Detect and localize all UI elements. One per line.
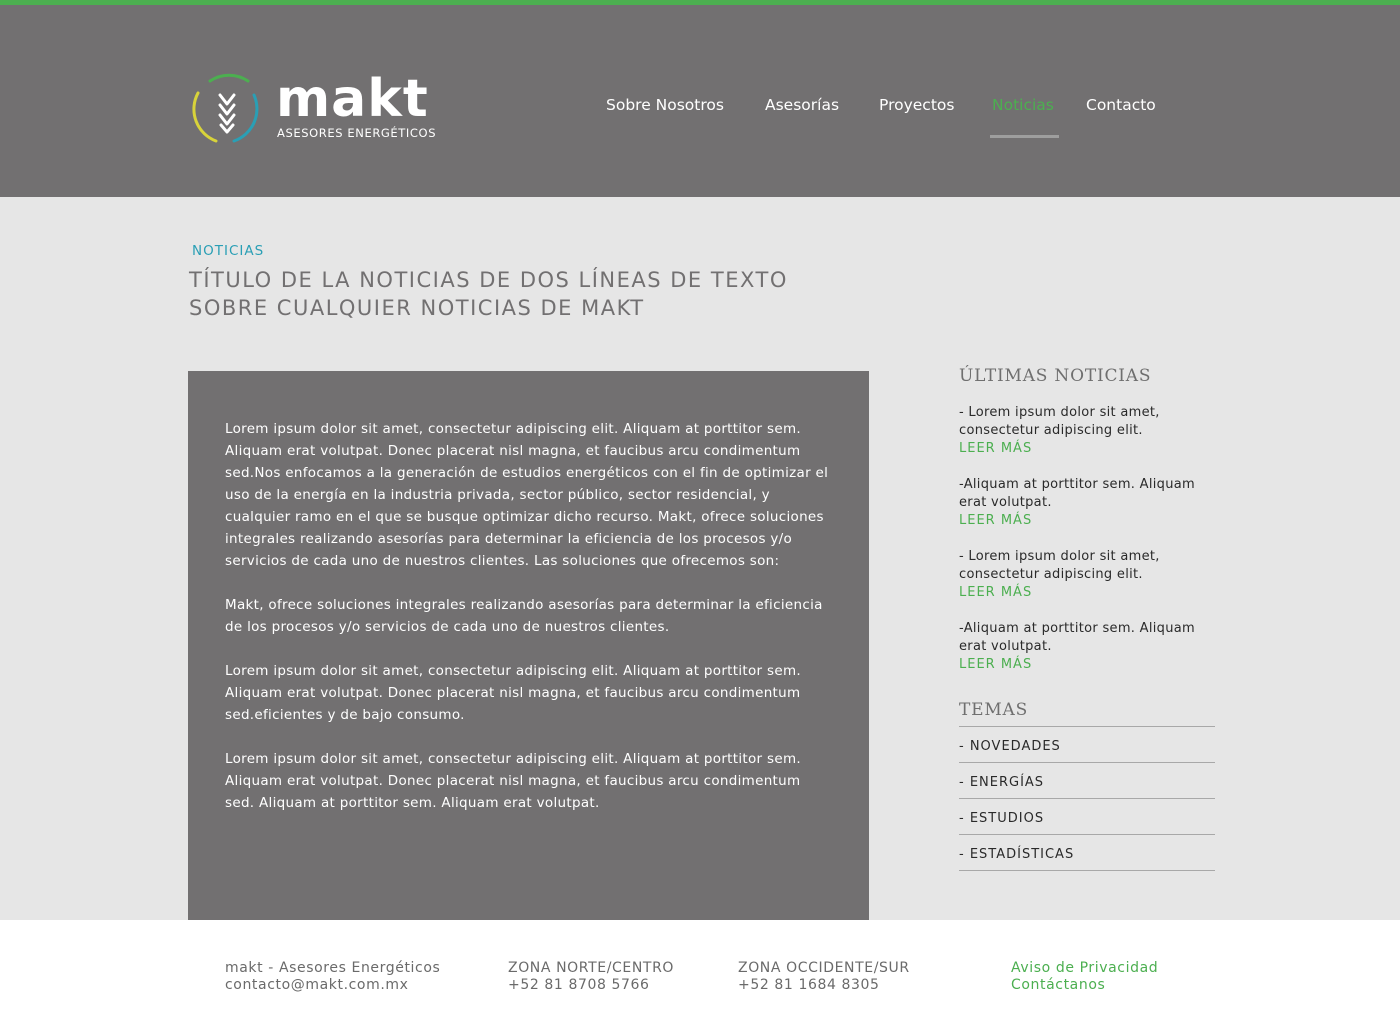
nav-active-indicator <box>990 135 1059 138</box>
topic-link-energias[interactable]: - ENERGÍAS <box>959 763 1215 799</box>
news-item-text: -Aliquam at porttitor sem. Aliquam erat volutpat. <box>959 477 1195 510</box>
list-item <box>959 548 1215 602</box>
footer-company <box>225 960 440 994</box>
privacy-link[interactable]: Aviso de Privacidad <box>1011 960 1159 976</box>
news-item-text: -Aliquam at porttitor sem. Aliquam erat volutpat. <box>959 621 1195 654</box>
topics-list <box>959 726 1215 871</box>
list-item <box>959 620 1215 674</box>
page-title-line: TÍTULO DE LA NOTICIAS DE DOS LÍNEAS DE TEXTO <box>189 268 788 292</box>
footer-zone-west <box>738 960 910 994</box>
nav-item-sobre-nosotros[interactable]: Sobre Nosotros <box>606 96 724 114</box>
footer-company-name: makt - Asesores Energéticos <box>225 960 441 976</box>
nav-item-asesorias[interactable]: Asesorías <box>765 96 840 114</box>
article-paragraph: Lorem ipsum dolor sit amet, consectetur adipiscing elit. Aliquam at porttitor sem. Aliquam erat volutpat. Donec placerat nisl magna, et faucibus arcu condimentum sed.Nos enfocamos a la generación de estudios energéticos con el fin de optimizar el uso de la energía en la industria privada, sector público, sector residencial, y cualquier ramo en el que se busque optimizar dicho recurso. Makt, ofrece soluciones integrales realizando asesorías para determinar la eficiencia de los procesos y/o servicios de cada uno de nuestros clientes. Las soluciones que ofrecemos son: <box>225 421 829 569</box>
site-footer <box>0 920 1400 1025</box>
latest-news-list <box>959 404 1215 674</box>
list-item <box>959 404 1215 458</box>
news-item-text: - Lorem ipsum dolor sit amet, consectetur adipiscing elit. <box>959 405 1160 438</box>
nav-item-contacto[interactable]: Contacto <box>1086 96 1156 114</box>
logo-wordmark: makt <box>276 69 429 129</box>
list-item <box>959 476 1215 530</box>
section-kicker: NOTICIAS <box>192 243 265 259</box>
news-item-text: - Lorem ipsum dolor sit amet, consectetur adipiscing elit. <box>959 549 1160 582</box>
logo-tagline: ASESORES ENERGÉTICOS <box>277 126 437 140</box>
page-title <box>189 266 889 322</box>
article-paragraph: Lorem ipsum dolor sit amet, consectetur adipiscing elit. Aliquam at porttitor sem. Aliquam erat volutpat. Donec placerat nisl magna, et faucibus arcu condimentum sed.eficientes y de bajo consumo. <box>225 663 801 723</box>
footer-links <box>1011 960 1158 994</box>
read-more-link[interactable]: LEER MÁS <box>959 657 1033 672</box>
article-paragraph: Lorem ipsum dolor sit amet, consectetur adipiscing elit. Aliquam at porttitor sem. Aliquam erat volutpat. Donec placerat nisl magna, et faucibus arcu condimentum sed. Aliquam at porttitor sem. Aliquam erat volutpat. <box>225 751 801 811</box>
article-paragraph: Makt, ofrece soluciones integrales realizando asesorías para determinar la eficiencia de los procesos y/o servicios de cada uno de nuestros clientes. <box>225 597 823 635</box>
sidebar <box>959 366 1215 871</box>
topic-link-estudios[interactable]: - ESTUDIOS <box>959 799 1215 835</box>
latest-news-heading: ÚLTIMAS NOTICIAS <box>959 366 1152 386</box>
main-nav <box>0 96 1400 146</box>
footer-email[interactable]: contacto@makt.com.mx <box>225 977 409 993</box>
read-more-link[interactable]: LEER MÁS <box>959 441 1033 456</box>
footer-zone-title: ZONA NORTE/CENTRO <box>508 960 675 976</box>
contact-link[interactable]: Contáctanos <box>1011 977 1106 993</box>
footer-phone[interactable]: +52 81 1684 8305 <box>738 977 880 993</box>
footer-zone-title: ZONA OCCIDENTE/SUR <box>738 960 910 976</box>
nav-item-proyectos[interactable]: Proyectos <box>879 96 955 114</box>
topic-link-novedades[interactable]: - NOVEDADES <box>959 727 1215 763</box>
read-more-link[interactable]: LEER MÁS <box>959 585 1033 600</box>
topics-heading: TEMAS <box>959 700 1029 720</box>
footer-zone-north <box>508 960 674 994</box>
page-title-line: SOBRE CUALQUIER NOTICIAS DE MAKT <box>189 296 645 320</box>
footer-phone[interactable]: +52 81 8708 5766 <box>508 977 650 993</box>
read-more-link[interactable]: LEER MÁS <box>959 513 1033 528</box>
article-body <box>188 371 869 920</box>
nav-item-noticias[interactable]: Noticias <box>992 96 1054 114</box>
topic-link-estadisticas[interactable]: - ESTADÍSTICAS <box>959 835 1215 871</box>
